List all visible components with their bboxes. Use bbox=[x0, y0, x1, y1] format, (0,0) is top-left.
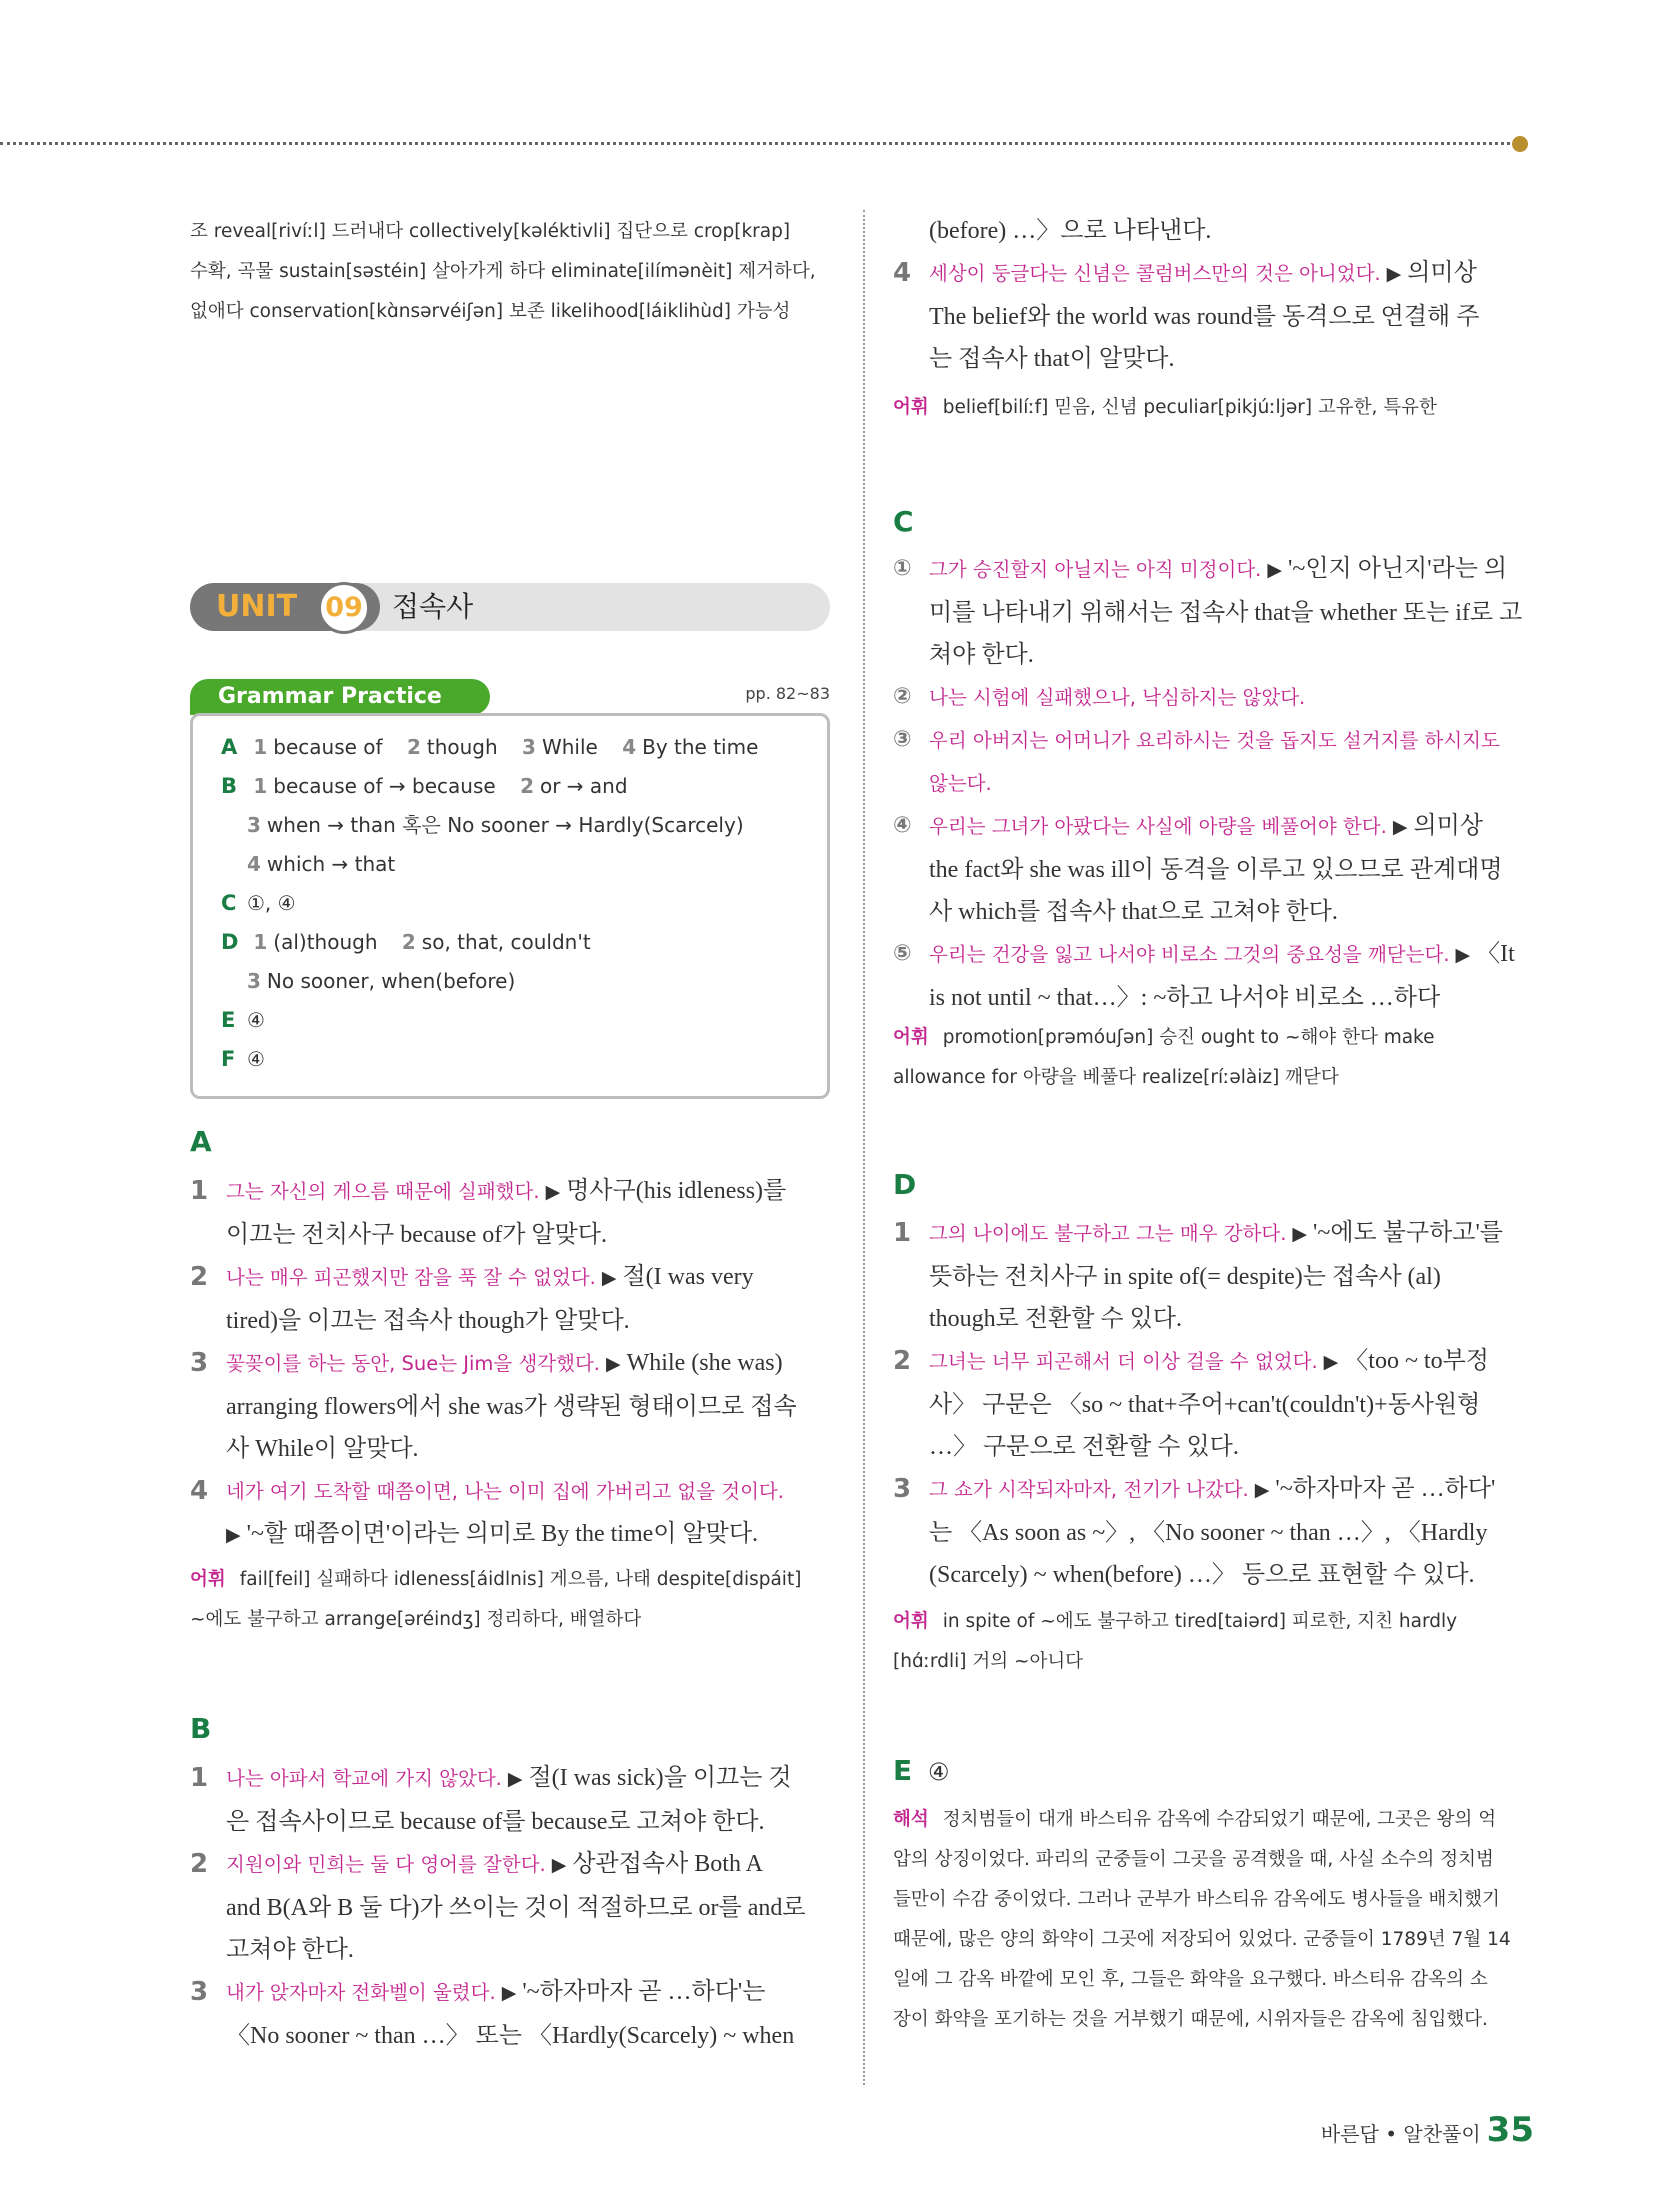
unit-number: 09 bbox=[318, 582, 370, 634]
list-item: ④ 우리는 그녀가 아팠다는 사실에 아량을 베풀어야 한다. ▶ 의미상 the fact와 she was ill이 동격을 이루고 있으므로 관계대명 사 which를 접속사 that으로 고쳐야 한다. bbox=[893, 813, 1503, 925]
answer-row-c: C ①, ④ bbox=[221, 891, 296, 915]
list-item: ① 그가 승진할지 아닐지는 아직 미정이다. ▶ '~인지 아닌지'라는 의 미를 나타내기 위해서는 접속사 that을 whether 또는 if로 고 쳐야 한다. bbox=[893, 556, 1523, 668]
section-a-vocab: 어휘 fail[feil] 실패하다 idleness[áidlnis] 게으름, 나태 despite[dispáit] ~에도 불구하고 arrange[əréindʒ] 정리하다, 배열하다 bbox=[190, 1569, 802, 1630]
section-b-continued: (before) …〉으로 나타낸다. 4 세상이 둥글다는 신념은 콜럼버스만의 것은 아니었다. ▶ 의미상 The belief와 the world was round를 동격으로 연결해 주 는 접속사 that이 알맞다. bbox=[893, 210, 1535, 380]
grammar-practice-tab: Grammar Practice bbox=[190, 679, 490, 715]
unit-word: UNIT bbox=[216, 589, 298, 624]
list-item: ② 나는 시험에 실패했으나, 낙심하지는 않았다. bbox=[893, 684, 1306, 709]
answer-row-b3: 3 when → than 혹은 No sooner → Hardly(Scarcely) bbox=[247, 813, 744, 837]
page-footer: 바른답 • 알찬풀이 35 bbox=[1320, 2110, 1534, 2150]
list-item: 4 세상이 둥글다는 신념은 콜럼버스만의 것은 아니었다. ▶ 의미상 The belief와 the world was round를 동격으로 연결해 주 는 접속사 that이 알맞다. bbox=[893, 258, 1480, 372]
list-item: 1 나는 아파서 학교에 가지 않았다. ▶ 절(I was sick)을 이끄는 것 은 접속사이므로 because of를 because로 고쳐야 한다. bbox=[190, 1763, 792, 1835]
section-b-label: B bbox=[190, 1712, 212, 1745]
unit-title: 접속사 bbox=[392, 590, 474, 623]
list-item: 3 내가 앉자마자 전화벨이 울렸다. ▶ '~하자마자 곧 …하다'는 〈No sooner ~ than …〉 또는 〈Hardly(Scarcely) ~ when bbox=[190, 1977, 795, 2049]
section-e-label: E ④ bbox=[893, 1754, 950, 1787]
top-vocab: 조 reveal[rivíːl] 드러내다 collectively[kəléktivli] 집단으로 crop[krap] 수확, 곡물 sustain[səstéin] 살아가게 하다 eliminate[ilímənèit] 제거하다, 없애다 conservation[kɑ̀nsərvéiʃən] 보존 likelihood[láiklihùd] 가능성 bbox=[190, 221, 816, 322]
left-column bbox=[190, 0, 830, 2205]
answer-row-d3: 3 No sooner, when(before) bbox=[247, 969, 516, 993]
section-c-items bbox=[893, 548, 1535, 1019]
list-item: ⑤ 우리는 건강을 잃고 나서야 비로소 그것의 중요성을 깨닫는다. ▶ 〈It is not until ~ that…〉: ~하고 나서야 비로소 …하다 bbox=[893, 941, 1515, 1011]
column-divider bbox=[863, 210, 865, 2085]
section-b-vocab: 어휘 belief[bilíːf] 믿음, 신념 peculiar[pikjúːljər] 고유한, 특유한 bbox=[893, 397, 1437, 418]
answer-row-b4: 4 which → that bbox=[247, 852, 396, 876]
section-a-items bbox=[190, 1170, 830, 1557]
right-column bbox=[893, 0, 1535, 2205]
section-b-items bbox=[190, 1757, 830, 2057]
section-d-label: D bbox=[893, 1168, 917, 1201]
section-a-label: A bbox=[190, 1125, 212, 1158]
answer-row-f: F ④ bbox=[221, 1047, 265, 1071]
section-e-translation: 해석 정치범들이 대개 바스티유 감옥에 수감되었기 때문에, 그곳은 왕의 억 압의 상징이었다. 파리의 군중들이 그곳을 공격했을 때, 사실 소수의 정치범 들만이 수감 중이었다. 그러나 군부가 바스티유 감옥에도 병사들을 배치했기 때문에, 많은 양의 화약이 그곳에 저장되어 있었다. 군중들이 1789년 7월 14 일에 그 감옥 바깥에 모인 후, 그들은 화약을 요구했다. 바스티유 감옥의 소 장이 화약을 포기하는 것을 거부했기 때문에, 시위자들은 감옥에 침입했다. bbox=[893, 1809, 1511, 2030]
list-item: 4 네가 여기 도착할 때쯤이면, 나는 이미 집에 가버리고 없을 것이다. ▶ '~할 때쯤이면'이라는 의미로 By the time이 알맞다. bbox=[190, 1476, 784, 1547]
list-item: ③ 우리 아버지는 어머니가 요리하시는 것을 돕지도 설거지를 하시지도 않는다. bbox=[893, 727, 1500, 795]
answer-row-a: A 1 because of 2 though 3 While 4 By the time bbox=[221, 735, 759, 759]
list-item: 2 나는 매우 피곤했지만 잠을 푹 잘 수 없었다. ▶ 절(I was very tired)을 이끄는 접속사 though가 알맞다. bbox=[190, 1262, 754, 1334]
list-item: 1 그는 자신의 게으름 때문에 실패했다. ▶ 명사구(his idleness)를 이끄는 전치사구 because of가 알맞다. bbox=[190, 1176, 787, 1248]
section-d-vocab: 어휘 in spite of ~에도 불구하고 tired[taiərd] 피로한, 지친 hardly [hɑ́ːrdli] 거의 ~아니다 bbox=[893, 1611, 1458, 1672]
list-item: 2 지원이와 민희는 둘 다 영어를 잘한다. ▶ 상관접속사 Both A and B(A와 B 둘 다)가 쓰이는 것이 적절하므로 or를 and로 고쳐야 한다. bbox=[190, 1849, 806, 1963]
page-number: 35 bbox=[1486, 2110, 1534, 2150]
list-item: 3 그 쇼가 시작되자마자, 전기가 나갔다. ▶ '~하자마자 곧 …하다' 는 〈As soon as ~〉, 〈No sooner ~ than …〉, 〈Hardly (Scarcely) ~ when(before) …〉 등으로 표현할 수 있다. bbox=[893, 1474, 1496, 1588]
answer-row-b: B 1 because of → because 2 or → and bbox=[221, 774, 628, 798]
answer-row-d: D 1 (al)though 2 so, that, couldn't bbox=[221, 930, 591, 954]
section-d-items bbox=[893, 1212, 1535, 1596]
section-c-label: C bbox=[893, 505, 914, 538]
grammar-practice-pages: pp. 82~83 bbox=[745, 684, 830, 703]
section-c-vocab: 어휘 promotion[prəmóuʃən] 승진 ought to ~해야 한다 make allowance for 아량을 베풀다 realize[ríːəlàiz] 깨닫다 bbox=[893, 1027, 1435, 1088]
list-item: 1 그의 나이에도 불구하고 그는 매우 강하다. ▶ '~에도 불구하고'를 뜻하는 전치사구 in spite of(= despite)는 접속사 (al) though로 전환할 수 있다. bbox=[893, 1218, 1503, 1332]
answer-key-box bbox=[190, 713, 830, 1099]
answer-row-e: E ④ bbox=[221, 1008, 265, 1032]
list-item: 2 그녀는 너무 피곤해서 더 이상 걸을 수 없었다. ▶ 〈too ~ to부정 사〉 구문은 〈so ~ that+주어+can't(couldn't)+동사원형 …〉 구문으로 전환할 수 있다. bbox=[893, 1346, 1489, 1460]
list-item: 3 꽃꽂이를 하는 동안, Sue는 Jim을 생각했다. ▶ While (she was) arranging flowers에서 she was가 생략된 형태이므로 접속 사 While이 알맞다. bbox=[190, 1348, 797, 1462]
